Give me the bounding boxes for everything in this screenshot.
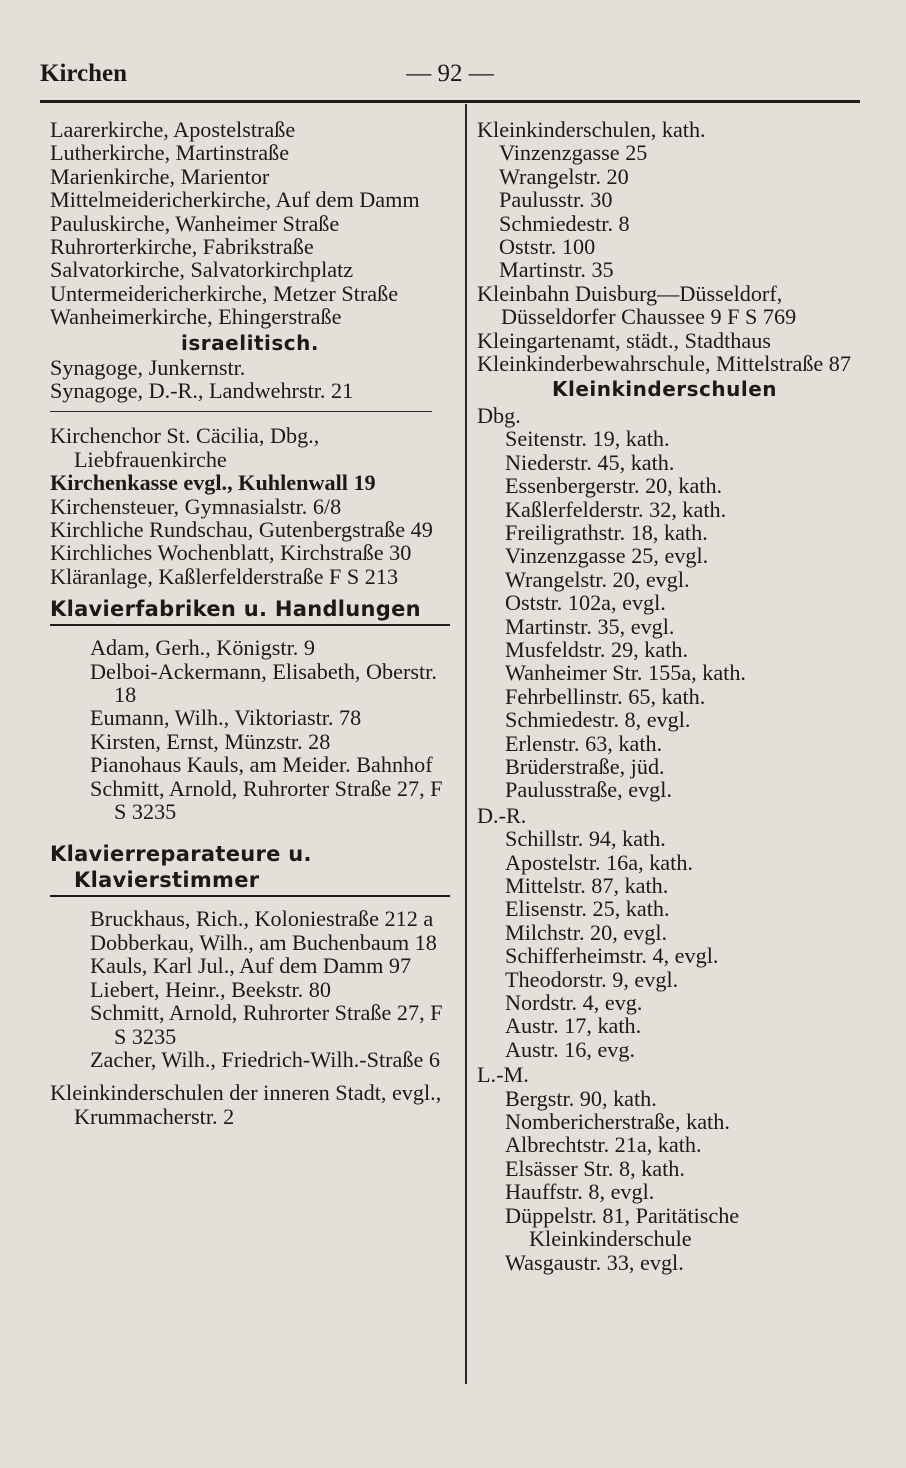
heading-klavierfabriken: Klavierfabriken u. Handlungen xyxy=(50,596,450,626)
entry: Wrangelstr. 20, evgl. xyxy=(505,566,690,592)
entry: Milchstr. 20, evgl. xyxy=(505,919,668,945)
entry: Wanheimer Str. 155a, kath. xyxy=(505,660,746,686)
entry: Martinstr. 35, evgl. xyxy=(505,613,675,639)
entry: Niederstr. 45, kath. xyxy=(505,449,675,475)
entry: Nombericherstraße, kath. xyxy=(505,1109,730,1135)
entry: Laarerkirche, Apostelstraße xyxy=(50,117,296,142)
entry: Seitenstr. 19, kath. xyxy=(505,426,670,452)
entry: Theodorstr. 9, evgl. xyxy=(505,966,679,992)
entry: Ruhrorterkirche, Fabrikstraße xyxy=(50,234,314,260)
entry: Wasgaustr. 33, evgl. xyxy=(505,1249,684,1275)
entry: Martinstr. 35 xyxy=(499,257,614,283)
entry: Essenbergerstr. 20, kath. xyxy=(505,473,723,499)
entry: Kirchliches Wochenblatt, Kirchstraße 30 xyxy=(50,540,412,566)
entry: Lutherkirche, Martinstraße xyxy=(50,140,290,166)
entry: Liebert, Heinr., Beekstr. 80 xyxy=(90,976,331,1002)
entry: Hauffstr. 8, evgl. xyxy=(505,1179,655,1205)
section-title: Kirchen xyxy=(40,60,128,87)
entry: Paulusstr. 30 xyxy=(499,187,613,213)
entry: Kauls, Karl Jul., Auf dem Damm 97 xyxy=(90,953,412,979)
entry: Oststr. 102a, evgl. xyxy=(505,590,666,616)
entry: Elsässer Str. 8, kath. xyxy=(505,1155,685,1181)
header-rule xyxy=(40,100,860,103)
entry: Delboi-Ackermann, Elisabeth, Oberstr. 18 xyxy=(90,658,437,708)
page-header xyxy=(40,58,860,102)
entry: Erlenstr. 63, kath. xyxy=(505,730,663,756)
page-number: — 92 — xyxy=(406,60,494,87)
entry: Salvatorkirche, Salvatorkirchplatz xyxy=(50,257,354,283)
entry: Kirsten, Ernst, Münzstr. 28 xyxy=(90,728,331,754)
entry: Kirchensteuer, Gymnasialstr. 6/8 xyxy=(50,493,342,519)
entry: Synagoge, Junkernstr. xyxy=(50,355,246,381)
entry: Zacher, Wilh., Friedrich-Wilh.-Straße 6 xyxy=(90,1046,440,1072)
entry: Schifferheimstr. 4, evgl. xyxy=(505,943,719,969)
entry: Apostelstr. 16a, kath. xyxy=(505,849,693,875)
entry: Kläranlage, Kaßlerfelderstraße F S 213 xyxy=(50,563,399,589)
entry: Marienkirche, Marientor xyxy=(50,163,270,189)
entry: Bergstr. 90, kath. xyxy=(505,1085,657,1111)
entry: Schmitt, Arnold, Ruhrorter Straße 27, F S 3235 xyxy=(90,775,443,825)
entry: Austr. 16, evg. xyxy=(505,1036,636,1062)
entry: Schmitt, Arnold, Ruhrorter Straße 27, F S 3235 xyxy=(90,1000,443,1049)
entry: Albrechtstr. 21a, kath. xyxy=(505,1132,702,1158)
entry: Freiligrathstr. 18, kath. xyxy=(505,519,708,545)
right-column xyxy=(477,118,852,1274)
entry: Kirchenchor St. Cäcilia, Dbg., Liebfrauenkirche xyxy=(50,423,320,472)
spacer xyxy=(50,823,450,833)
entry: Kleinbahn Duisburg—Düsseldorf, Düsseldorfer Chaussee 9 F S 769 xyxy=(477,280,797,330)
entry: Kleingartenamt, städt., Stadthaus xyxy=(477,327,771,353)
entry: Musfeldstr. 29, kath. xyxy=(505,636,689,662)
entry: Schmiedestr. 8, evgl. xyxy=(505,707,691,733)
district-label: L.-M. xyxy=(477,1062,529,1088)
entry: Oststr. 100 xyxy=(499,234,596,260)
entry: Schmiedestr. 8 xyxy=(499,210,630,236)
entry: Austr. 17, kath. xyxy=(505,1013,642,1039)
entry: Kirchliche Rundschau, Gutenbergstraße 49 xyxy=(50,517,433,542)
section-divider xyxy=(50,411,432,413)
entry: Kaßlerfelderstr. 32, kath. xyxy=(505,496,727,522)
entry: Düppelstr. 81, Paritätische Kleinkinderschule xyxy=(505,1202,740,1252)
entry: Pauluskirche, Wanheimer Straße xyxy=(50,210,340,236)
entry: Synagoge, D.-R., Landwehrstr. 21 xyxy=(50,378,354,404)
entry: Vinzenzgasse 25, evgl. xyxy=(505,543,709,569)
entry: Mittelstr. 87, kath. xyxy=(505,873,669,898)
entry: Vinzenzgasse 25 xyxy=(499,140,648,166)
entry: Bruckhaus, Rich., Koloniestraße 212 a xyxy=(90,906,434,932)
subheading-kleinkinderschulen: Kleinkinderschulen xyxy=(551,377,778,402)
subheading-israelitisch: israelitisch. xyxy=(181,330,319,355)
entry: Kleinkinderbewahrschule, Mittelstraße 87 xyxy=(477,351,851,377)
entry: Wrangelstr. 20 xyxy=(499,163,629,189)
heading-klavierreparateure: Klavierreparateure u. Klavierstimmer xyxy=(50,841,450,897)
entry: Elisenstr. 25, kath. xyxy=(505,896,670,922)
entry: Schillstr. 94, kath. xyxy=(505,826,666,852)
entry: Paulusstraße, evgl. xyxy=(505,777,672,803)
entry: Pianohaus Kauls, am Meider. Bahnhof xyxy=(90,752,433,778)
entry: Kleinkinderschulen, kath. xyxy=(477,117,706,142)
entry: Dobberkau, Wilh., am Buchenbaum 18 xyxy=(90,929,437,955)
entry: Adam, Gerh., Königstr. 9 xyxy=(90,635,315,661)
entry: Fehrbellinstr. 65, kath. xyxy=(505,683,706,709)
district-label: Dbg. xyxy=(477,402,521,428)
entry: Untermeidericherkirche, Metzer Straße xyxy=(50,280,399,306)
left-column xyxy=(50,118,450,1128)
column-divider xyxy=(465,104,467,1384)
entry: Wanheimerkirche, Ehingerstraße xyxy=(50,304,342,330)
entry: Nordstr. 4, evg. xyxy=(505,990,643,1016)
district-label: D.-R. xyxy=(477,802,527,828)
entry: Kleinkinderschulen der inneren Stadt, evgl., Krummacherstr. 2 xyxy=(50,1080,442,1129)
entry-bold: Kirchenkasse evgl., Kuhlenwall 19 xyxy=(50,470,376,496)
entry: Eumann, Wilh., Viktoriastr. 78 xyxy=(90,705,362,731)
entry: Brüderstraße, jüd. xyxy=(505,753,665,779)
entry: Mittelmeidericherkirche, Auf dem Damm xyxy=(50,187,420,213)
